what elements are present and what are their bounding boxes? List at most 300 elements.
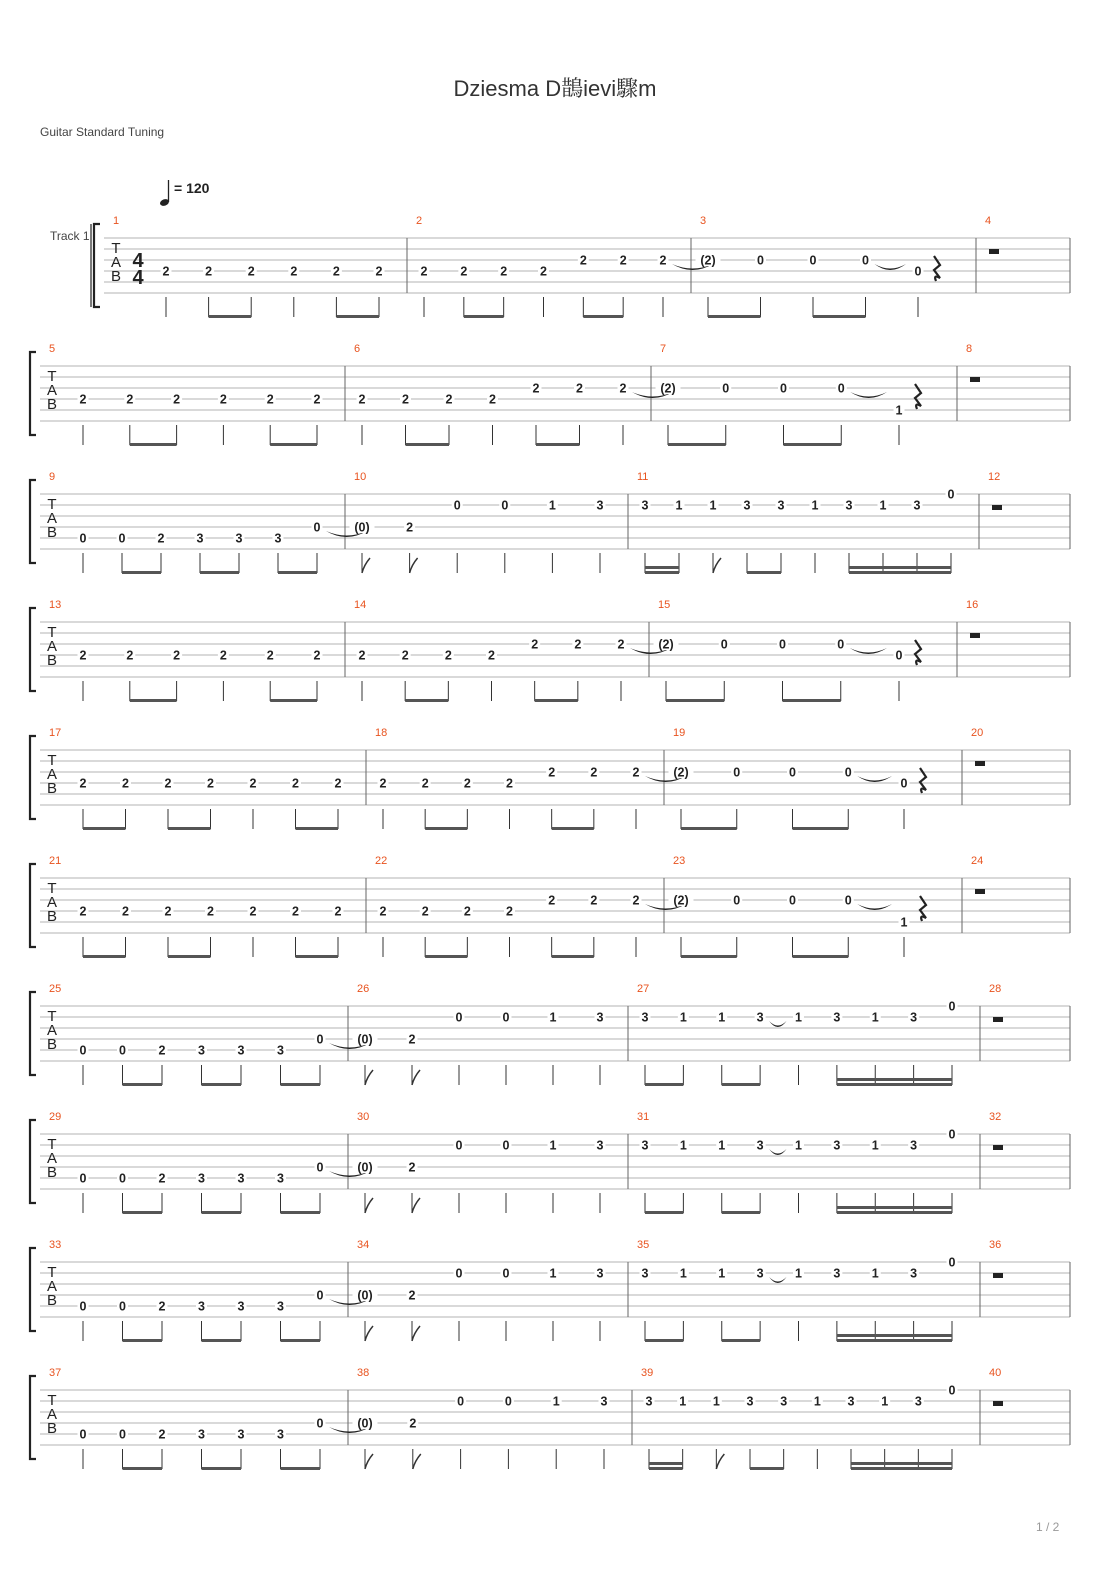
fret-number: 3 <box>596 498 604 513</box>
fret-number: 2 <box>379 904 387 919</box>
fret-number: 3 <box>641 498 649 513</box>
fret-number: 3 <box>277 1427 284 1442</box>
fret-number: 3 <box>756 1266 764 1281</box>
measure-number: 19 <box>673 727 686 739</box>
note-beam <box>425 827 467 830</box>
fret-number: 2 <box>292 776 299 791</box>
fret-number: 3 <box>780 1394 788 1409</box>
fret-number: 3 <box>277 1299 284 1314</box>
fret-number: 3 <box>196 531 204 546</box>
note-beam <box>645 1083 683 1086</box>
measure-number: 39 <box>641 1367 654 1379</box>
fret-number: 2 <box>205 264 213 279</box>
fret-number: 3 <box>833 1266 841 1281</box>
fret-number: (0) <box>357 1032 373 1047</box>
eighth-flag <box>365 1326 373 1341</box>
fret-number: 3 <box>914 1394 922 1409</box>
fret-number: 3 <box>913 498 921 513</box>
fret-number: 2 <box>576 381 583 396</box>
tab-clef-letter: T <box>47 1136 57 1153</box>
fret-number: 1 <box>795 1266 802 1281</box>
fret-number: 0 <box>948 1127 956 1142</box>
track-name: Track 1 <box>50 229 90 243</box>
tab-clef-letter: B <box>46 1292 58 1309</box>
measure-number: 26 <box>357 983 370 995</box>
fret-number: 2 <box>266 392 274 407</box>
fret-number: 3 <box>277 1171 284 1186</box>
fret-number: 3 <box>235 531 243 546</box>
fret-number: 0 <box>316 1160 324 1175</box>
fret-number: 2 <box>219 392 227 407</box>
half-rest <box>992 505 1002 510</box>
fret-number: 0 <box>453 498 461 513</box>
note-beam <box>784 443 842 446</box>
measure-number: 6 <box>354 343 361 355</box>
fret-number: 2 <box>79 776 87 791</box>
fret-number: 0 <box>722 381 730 396</box>
tab-clef-letter: A <box>46 510 58 527</box>
eighth-flag <box>365 1454 373 1469</box>
eighth-flag <box>413 1454 421 1469</box>
fret-number: 2 <box>173 392 181 407</box>
tab-clef-letter: A <box>46 1150 58 1167</box>
fret-number: 0 <box>789 765 796 780</box>
note-beam <box>202 1083 242 1086</box>
fret-number: 2 <box>659 253 667 268</box>
fret-number: 2 <box>408 1288 416 1303</box>
measure-number: 11 <box>637 471 649 483</box>
fret-number: 0 <box>502 1010 510 1025</box>
fret-number: 1 <box>795 1010 802 1025</box>
fret-number: (2) <box>700 253 716 268</box>
system-bracket <box>30 480 36 563</box>
fret-number: 0 <box>837 381 845 396</box>
fret-number: 2 <box>489 392 496 407</box>
measure-number: 2 <box>416 215 423 227</box>
measure-number: 15 <box>658 599 671 611</box>
fret-number: 2 <box>408 1032 416 1047</box>
fret-number: 2 <box>334 904 342 919</box>
tie-arc <box>850 648 887 654</box>
measure-number: 9 <box>49 471 56 483</box>
note-beam <box>202 1339 242 1342</box>
fret-number: (0) <box>354 520 370 535</box>
fret-number: 3 <box>237 1299 245 1314</box>
fret-number: (2) <box>660 381 676 396</box>
note-beam <box>793 827 849 830</box>
eighth-flag <box>362 558 370 573</box>
tie-arc <box>857 776 892 782</box>
tab-clef-letter: T <box>47 1264 57 1281</box>
system-bracket <box>30 736 36 819</box>
fret-number: 2 <box>463 904 471 919</box>
fret-number: 2 <box>540 264 547 279</box>
fret-number: 2 <box>157 531 165 546</box>
fret-number: 2 <box>421 904 429 919</box>
fret-number: 0 <box>789 893 796 908</box>
system-bracket <box>30 992 36 1075</box>
half-rest <box>993 1401 1003 1406</box>
tab-clef-letter: B <box>46 524 58 541</box>
note-beam <box>270 443 317 446</box>
fret-number: 0 <box>119 1299 126 1314</box>
fret-number: 1 <box>679 1138 687 1153</box>
note-beam <box>123 1211 163 1214</box>
tuning-label: Guitar Standard Tuning <box>40 125 165 139</box>
note-beam <box>583 315 623 318</box>
tab-clef-letter: A <box>46 766 58 783</box>
tab-clef-letter: B <box>46 1420 58 1437</box>
fret-number: 3 <box>600 1394 608 1409</box>
fret-number: 0 <box>809 253 817 268</box>
fret-number: 3 <box>743 498 751 513</box>
half-rest <box>970 377 980 382</box>
fret-number: 0 <box>779 637 786 652</box>
eighth-flag <box>365 1070 373 1085</box>
fret-number: 0 <box>914 264 922 279</box>
measure-number: 18 <box>375 727 388 739</box>
fret-number: 2 <box>409 1416 417 1431</box>
system-bracket <box>30 864 36 947</box>
fret-number: 1 <box>871 1138 879 1153</box>
note-beam <box>681 955 737 958</box>
fret-number: 0 <box>948 1255 956 1270</box>
note-beam <box>708 315 761 318</box>
eighth-flag <box>410 558 418 573</box>
fret-number: 2 <box>219 648 227 663</box>
measure-number: 35 <box>637 1239 650 1251</box>
system-bracket <box>30 1376 36 1459</box>
fret-number: 2 <box>632 765 640 780</box>
tab-clef-letter: B <box>46 652 58 669</box>
fret-number: 1 <box>552 1394 560 1409</box>
fret-number: 2 <box>488 648 495 663</box>
measure-number: 22 <box>375 855 388 867</box>
system-bracket <box>30 352 36 435</box>
fret-number: 3 <box>237 1171 245 1186</box>
tab-clef-letter: B <box>110 268 122 285</box>
note-beam <box>837 1083 952 1086</box>
fret-number: 2 <box>619 253 627 268</box>
measure-number: 32 <box>989 1111 1002 1123</box>
fret-number: 1 <box>549 1138 557 1153</box>
fret-number: 0 <box>119 1043 126 1058</box>
measure-number: 10 <box>354 471 367 483</box>
fret-number: 3 <box>596 1138 604 1153</box>
fret-number: 0 <box>457 1394 465 1409</box>
note-beam <box>747 571 781 574</box>
measure-number: 5 <box>49 343 56 355</box>
measure-number: 16 <box>966 599 979 611</box>
note-beam <box>405 699 448 702</box>
note-beam <box>681 827 737 830</box>
fret-number: 0 <box>502 1138 510 1153</box>
fret-number: 1 <box>879 498 887 513</box>
tab-clef-letter: T <box>47 496 57 513</box>
fret-number: 0 <box>316 1416 324 1431</box>
fret-number: 3 <box>910 1138 918 1153</box>
note-beam <box>202 1211 242 1214</box>
note-beam <box>649 1462 683 1465</box>
measure-number: 31 <box>637 1111 650 1123</box>
measure-number: 7 <box>660 343 667 355</box>
note-beam <box>296 955 339 958</box>
measure-number: 3 <box>700 215 707 227</box>
time-signature-top: 4 <box>132 250 144 272</box>
fret-number: 0 <box>119 1171 126 1186</box>
eighth-flag <box>412 1070 420 1085</box>
measure-number: 24 <box>971 855 984 867</box>
fret-number: 3 <box>198 1427 205 1442</box>
fret-number: 2 <box>445 392 453 407</box>
fret-number: 0 <box>862 253 869 268</box>
fret-number: 0 <box>455 1266 463 1281</box>
measure-number: 25 <box>49 983 62 995</box>
fret-number: 0 <box>79 1043 87 1058</box>
fret-number: 1 <box>900 915 908 930</box>
page-title: Dziesma D鵲ievi驟m <box>453 76 657 101</box>
note-beam <box>837 1334 952 1337</box>
fret-number: 2 <box>249 776 257 791</box>
fret-number: (2) <box>673 893 689 908</box>
note-beam <box>464 315 504 318</box>
tab-clef-letter: T <box>111 240 121 257</box>
fret-number: 0 <box>79 1427 87 1442</box>
measure-number: 4 <box>985 215 992 227</box>
fret-number: 1 <box>709 498 717 513</box>
fret-number: 3 <box>845 498 853 513</box>
tie-arc <box>769 1149 786 1155</box>
fret-number: 2 <box>126 392 134 407</box>
note-beam <box>200 571 239 574</box>
fret-number: (2) <box>658 637 674 652</box>
fret-number: 3 <box>641 1266 649 1281</box>
measure-number: 20 <box>971 727 984 739</box>
note-beam <box>793 955 849 958</box>
note-beam <box>168 827 211 830</box>
fret-number: 0 <box>79 1299 87 1314</box>
fret-number: 2 <box>421 776 429 791</box>
measure-number: 29 <box>49 1111 62 1123</box>
tab-clef-letter: A <box>46 1406 58 1423</box>
fret-number: 2 <box>292 904 299 919</box>
note-beam <box>783 699 841 702</box>
fret-number: 0 <box>79 1171 87 1186</box>
fret-number: 1 <box>549 1266 557 1281</box>
fret-number: 2 <box>79 904 87 919</box>
system-bracket <box>30 1120 36 1203</box>
note-beam <box>270 699 317 702</box>
note-beam <box>645 1339 683 1342</box>
fret-number: 3 <box>596 1266 604 1281</box>
tab-clef-letter: T <box>47 368 57 385</box>
fret-number: 2 <box>313 392 321 407</box>
fret-number: 1 <box>813 1394 821 1409</box>
note-beam <box>168 955 211 958</box>
fret-number: 1 <box>675 498 683 513</box>
fret-number: 1 <box>895 403 903 418</box>
fret-number: 0 <box>501 498 509 513</box>
fret-number: 3 <box>847 1394 855 1409</box>
measure-number: 13 <box>49 599 62 611</box>
fret-number: 0 <box>844 765 852 780</box>
note-beam <box>425 955 467 958</box>
note-beam <box>645 1211 683 1214</box>
fret-number: (0) <box>357 1288 373 1303</box>
fret-number: 1 <box>871 1266 879 1281</box>
note-beam <box>83 827 126 830</box>
fret-number: 0 <box>900 776 908 791</box>
fret-number: 2 <box>444 648 452 663</box>
note-beam <box>666 699 724 702</box>
measure-number: 30 <box>357 1111 370 1123</box>
fret-number: 3 <box>277 1043 284 1058</box>
fret-number: 0 <box>316 1032 324 1047</box>
tab-clef-letter: B <box>46 396 58 413</box>
measure-number: 17 <box>49 727 62 739</box>
note-beam <box>281 1467 321 1470</box>
measure-number: 36 <box>989 1239 1002 1251</box>
fret-number: 2 <box>173 648 181 663</box>
tab-clef-letter: B <box>46 908 58 925</box>
measure-number: 33 <box>49 1239 62 1251</box>
fret-number: 2 <box>506 776 513 791</box>
fret-number: 2 <box>617 637 625 652</box>
note-beam <box>722 1211 760 1214</box>
fret-number: 2 <box>79 392 87 407</box>
note-beam <box>837 1211 952 1214</box>
fret-number: 0 <box>895 648 903 663</box>
fret-number: 1 <box>718 1138 726 1153</box>
half-rest <box>975 889 985 894</box>
fret-number: 2 <box>408 1160 416 1175</box>
time-signature-bottom: 4 <box>132 267 144 289</box>
fret-number: 2 <box>79 648 87 663</box>
fret-number: 1 <box>795 1138 802 1153</box>
note-beam <box>130 443 177 446</box>
tab-clef-letter: T <box>47 1008 57 1025</box>
fret-number: 0 <box>837 637 845 652</box>
fret-number: 0 <box>948 1383 956 1398</box>
eighth-flag <box>365 1198 373 1213</box>
measure-number: 37 <box>49 1367 62 1379</box>
tab-clef-letter: T <box>47 880 57 897</box>
fret-number: 0 <box>455 1010 463 1025</box>
fret-number: 3 <box>756 1138 764 1153</box>
fret-number: 2 <box>158 1299 166 1314</box>
fret-number: 2 <box>579 253 587 268</box>
tab-clef-letter: A <box>46 1022 58 1039</box>
tie-arc <box>875 264 907 270</box>
note-beam <box>122 571 161 574</box>
fret-number: 2 <box>247 264 255 279</box>
fret-number: 1 <box>718 1010 726 1025</box>
eighth-flag <box>713 558 721 573</box>
measure-number: 28 <box>989 983 1002 995</box>
system-bracket <box>30 1248 36 1331</box>
note-beam <box>123 1339 163 1342</box>
half-rest <box>989 249 999 254</box>
note-beam <box>123 1083 163 1086</box>
note-beam <box>202 1467 242 1470</box>
measure-number: 23 <box>673 855 686 867</box>
fret-number: 2 <box>402 392 409 407</box>
note-beam <box>750 1467 784 1470</box>
fret-number: 3 <box>596 1010 604 1025</box>
fret-number: 1 <box>712 1394 720 1409</box>
fret-number: 0 <box>79 531 87 546</box>
tie-arc <box>769 1277 786 1283</box>
fret-number: 3 <box>756 1010 764 1025</box>
fret-number: 2 <box>532 381 540 396</box>
fret-number: 2 <box>375 264 383 279</box>
note-beam <box>668 443 726 446</box>
tab-clef-letter: A <box>110 254 122 271</box>
tab-clef-letter: T <box>47 624 57 641</box>
fret-number: 2 <box>463 776 471 791</box>
fret-number: 0 <box>733 893 741 908</box>
fret-number: 0 <box>780 381 787 396</box>
fret-number: 2 <box>590 765 598 780</box>
measure-number: 1 <box>113 215 120 227</box>
fret-number: 2 <box>207 776 214 791</box>
note-beam <box>83 955 126 958</box>
fret-number: 2 <box>460 264 468 279</box>
fret-number: 1 <box>679 1010 687 1025</box>
fret-number: 2 <box>420 264 428 279</box>
note-beam <box>645 566 679 569</box>
measure-number: 21 <box>49 855 62 867</box>
fret-number: 2 <box>574 637 582 652</box>
fret-number: 3 <box>910 1266 918 1281</box>
fret-number: 2 <box>313 648 321 663</box>
note-beam <box>535 699 578 702</box>
tab-clef-letter: A <box>46 1278 58 1295</box>
fret-number: 2 <box>590 893 598 908</box>
half-rest <box>970 633 980 638</box>
note-beam <box>722 1083 760 1086</box>
fret-number: 2 <box>164 904 172 919</box>
measure-number: 27 <box>637 983 650 995</box>
measure-number: 14 <box>354 599 367 611</box>
fret-number: 1 <box>679 1394 687 1409</box>
half-rest <box>975 761 985 766</box>
system-bracket <box>94 224 100 307</box>
fret-number: 3 <box>833 1138 841 1153</box>
page-number: 1 / 2 <box>1036 1520 1060 1534</box>
note-beam <box>649 1467 683 1470</box>
fret-number: 0 <box>313 520 321 535</box>
fret-number: 3 <box>641 1010 649 1025</box>
note-beam <box>406 443 450 446</box>
note-beam <box>849 571 951 574</box>
note-beam <box>722 1339 760 1342</box>
note-beam <box>849 566 951 569</box>
note-beam <box>281 1339 321 1342</box>
note-beam <box>851 1467 952 1470</box>
note-beam <box>336 315 379 318</box>
fret-number: 2 <box>358 648 366 663</box>
fret-number: 2 <box>162 264 170 279</box>
fret-number: 3 <box>237 1427 245 1442</box>
fret-number: 2 <box>619 381 627 396</box>
fret-number: 2 <box>531 637 539 652</box>
fret-number: 3 <box>777 498 785 513</box>
fret-number: 0 <box>119 1427 126 1442</box>
fret-number: 2 <box>548 765 556 780</box>
fret-number: (0) <box>357 1160 373 1175</box>
note-beam <box>209 315 252 318</box>
